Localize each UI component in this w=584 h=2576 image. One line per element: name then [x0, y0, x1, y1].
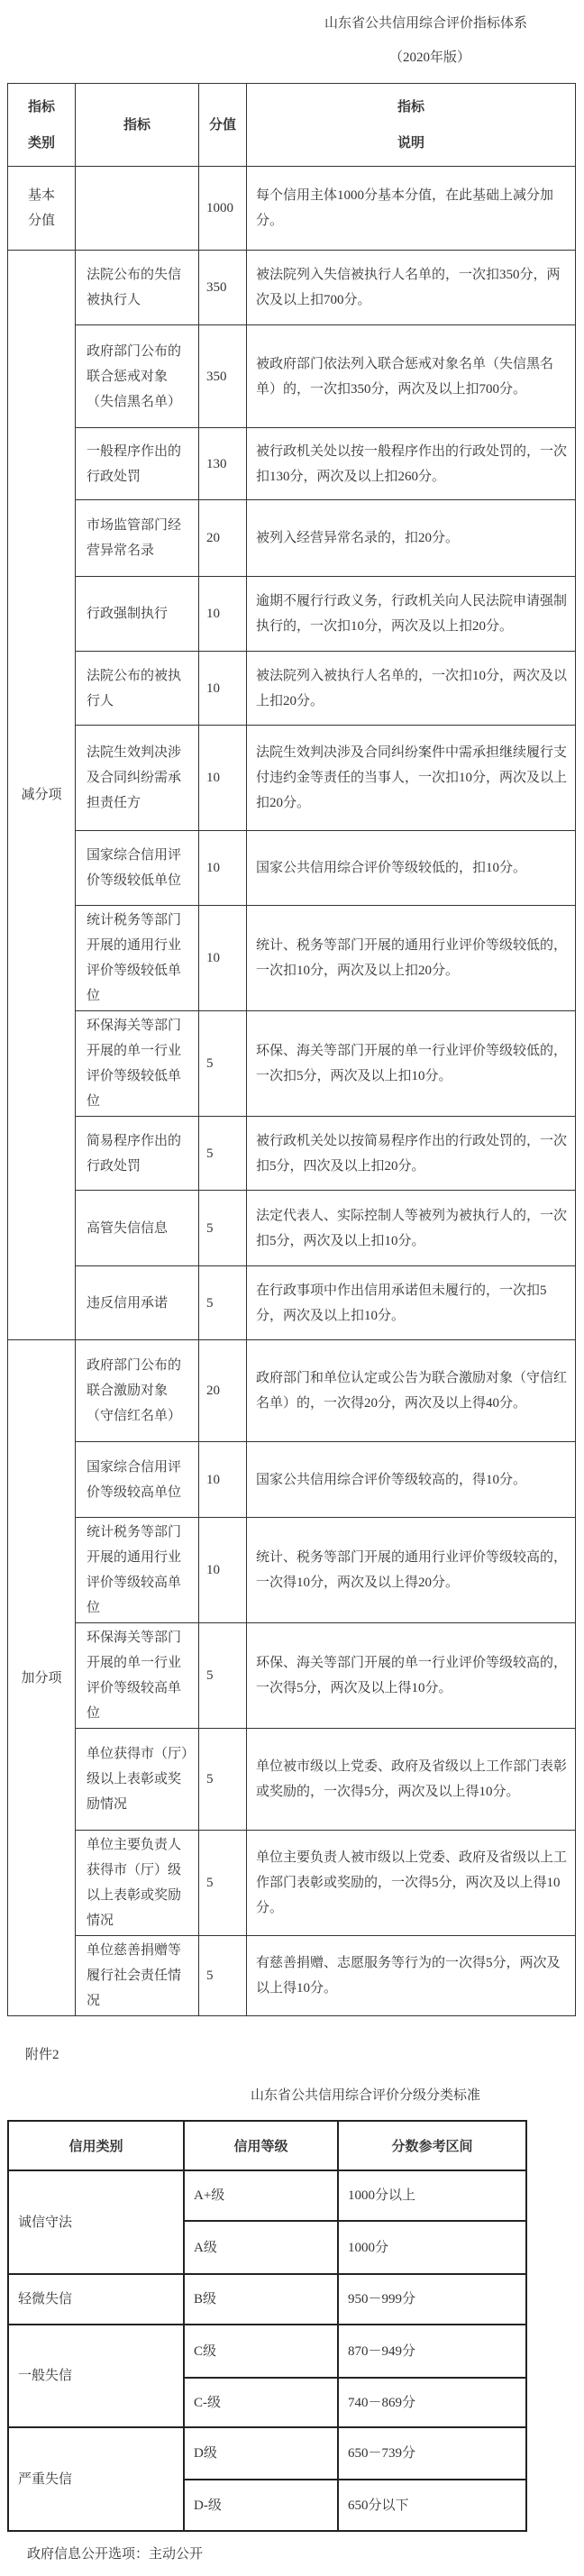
indicator-cell	[76, 167, 199, 251]
score-range-cell: 950－999分	[338, 2274, 526, 2325]
description-cell: 每个信用主体1000分基本分值，在此基础上减分加分。	[247, 167, 576, 251]
category-cell	[8, 167, 76, 251]
description-cell: 被列入经营异常名录的，扣20分。	[247, 500, 576, 577]
indicator-cell: 简易程序作出的行政处罚	[76, 1117, 199, 1191]
score-cell: 10	[199, 831, 247, 906]
col-header-credit-category: 信用类别	[8, 2121, 184, 2170]
col-header-description-text: 指标说明	[397, 99, 424, 151]
description-cell: 单位被市级以上党委、政府及省级以上工作部门表彰或奖励的，一次得5分，两次及以上得10分。	[247, 1729, 576, 1831]
description-cell: 国家公共信用综合评价等级较低的，扣10分。	[247, 831, 576, 906]
indicator-cell: 违反信用承诺	[76, 1266, 199, 1340]
score-range-cell: 1000分	[338, 2221, 526, 2274]
grade-table	[7, 2120, 527, 2532]
score-cell: 5	[199, 1936, 247, 2016]
score-cell: 10	[199, 652, 247, 726]
credit-grade-cell: B级	[184, 2274, 338, 2325]
score-range-cell: 650分以下	[338, 2480, 526, 2531]
col-header-score-range: 分数参考区间	[338, 2121, 526, 2170]
description-cell: 统计、税务等部门开展的通用行业评价等级较高的，一次得10分，两次及以上得20分。	[247, 1518, 576, 1623]
score-cell: 20	[199, 500, 247, 577]
score-cell: 350	[199, 251, 247, 325]
document-title: 山东省公共信用综合评价指标体系	[324, 16, 528, 31]
index-table-row	[8, 726, 576, 831]
score-cell: 350	[199, 325, 247, 428]
description-cell: 被行政机关处以按一般程序作出的行政处罚的，一次扣130分，两次及以上扣260分。	[247, 428, 576, 500]
indicator-cell: 单位慈善捐赠等履行社会责任情况	[76, 1936, 199, 2016]
grade-table-row	[8, 2170, 526, 2221]
index-table-row	[8, 251, 576, 325]
disclosure-note: 政府信息公开选项：主动公开	[27, 2547, 204, 2562]
score-cell: 20	[199, 1340, 247, 1442]
indicator-cell: 统计税务等部门开展的通用行业评价等级较高单位	[76, 1518, 199, 1623]
indicator-cell: 法院公布的被执行人	[76, 652, 199, 726]
description-cell: 政府部门和单位认定或公告为联合激励对象（守信红名单）的，一次得20分，两次及以上得40分。	[247, 1340, 576, 1442]
indicator-cell: 统计税务等部门开展的通用行业评价等级较低单位	[76, 906, 199, 1011]
indicator-cell: 一般程序作出的行政处罚	[76, 428, 199, 500]
description-cell: 被行政机关处以按简易程序作出的行政处罚的，一次扣5分，四次及以上扣20分。	[247, 1117, 576, 1191]
category-cell-text: 基本分值	[27, 188, 55, 228]
grade-table-header-row	[8, 2121, 526, 2170]
score-cell: 5	[199, 1729, 247, 1831]
score-cell: 1000	[199, 167, 247, 251]
index-table-row	[8, 500, 576, 577]
index-table-row	[8, 906, 576, 1011]
index-table-row	[8, 652, 576, 726]
col-header-description	[247, 84, 576, 167]
score-range-cell: 740－869分	[338, 2378, 526, 2427]
grade-table-title: 山东省公共信用综合评价分级分类标准	[251, 2088, 481, 2103]
indicator-cell: 国家综合信用评价等级较低单位	[76, 831, 199, 906]
indicator-cell: 政府部门公布的联合惩戒对象（失信黑名单）	[76, 325, 199, 428]
grade-table-row	[8, 2325, 526, 2378]
indicator-cell: 国家综合信用评价等级较高单位	[76, 1442, 199, 1518]
score-range-cell: 870－949分	[338, 2325, 526, 2378]
description-cell: 被法院列入失信被执行人名单的，一次扣350分，两次及以上扣700分。	[247, 251, 576, 325]
indicator-cell: 法院生效判决涉及合同纠纷需承担责任方	[76, 726, 199, 831]
category-cell: 减分项	[8, 251, 76, 1340]
grade-table-body	[8, 2121, 526, 2531]
score-cell: 5	[199, 1191, 247, 1266]
indicator-cell: 环保海关等部门开展的单一行业评价等级较高单位	[76, 1623, 199, 1729]
score-cell: 5	[199, 1011, 247, 1117]
grade-table-row	[8, 2274, 526, 2325]
description-cell: 单位主要负责人被市级以上党委、政府及省级以上工作部门表彰或奖励的，一次得5分，两次及以上得10分。	[247, 1831, 576, 1936]
score-cell: 130	[199, 428, 247, 500]
score-cell: 5	[199, 1117, 247, 1191]
index-table-row	[8, 1831, 576, 1936]
description-cell: 法院生效判决涉及合同纠纷案件中需承担继续履行支付违约金等责任的当事人，一次扣10分，两次及以上扣20分。	[247, 726, 576, 831]
index-table-row	[8, 1623, 576, 1729]
credit-category-cell: 轻微失信	[8, 2274, 184, 2325]
description-cell: 统计、税务等部门开展的通用行业评价等级较低的，一次扣10分，两次及以上扣20分。	[247, 906, 576, 1011]
score-cell: 10	[199, 1518, 247, 1623]
index-table-row	[8, 428, 576, 500]
col-header-credit-grade: 信用等级	[184, 2121, 338, 2170]
index-table-row	[8, 1729, 576, 1831]
score-range-cell: 1000分以上	[338, 2170, 526, 2221]
score-cell: 10	[199, 726, 247, 831]
score-cell: 10	[199, 1442, 247, 1518]
col-header-indicator: 指标	[76, 84, 199, 167]
indicator-cell: 单位获得市（厅）级以上表彰或奖励情况	[76, 1729, 199, 1831]
score-cell: 5	[199, 1623, 247, 1729]
credit-grade-cell: C-级	[184, 2378, 338, 2427]
score-cell: 5	[199, 1831, 247, 1936]
index-table	[7, 83, 576, 2016]
score-cell: 5	[199, 1266, 247, 1340]
indicator-cell: 政府部门公布的联合激励对象（守信红名单）	[76, 1340, 199, 1442]
col-header-category	[8, 84, 76, 167]
index-table-row	[8, 325, 576, 428]
col-header-score: 分值	[199, 84, 247, 167]
score-cell: 10	[199, 577, 247, 652]
document-subtitle: （2020年版）	[389, 50, 471, 65]
index-table-row	[8, 1340, 576, 1442]
credit-grade-cell: D-级	[184, 2480, 338, 2531]
index-table-row	[8, 577, 576, 652]
credit-category-cell: 一般失信	[8, 2325, 184, 2427]
indicator-cell: 行政强制执行	[76, 577, 199, 652]
description-cell: 有慈善捐赠、志愿服务等行为的一次得5分，两次及以上得10分。	[247, 1936, 576, 2016]
indicator-cell: 单位主要负责人获得市（厅）级以上表彰或奖励情况	[76, 1831, 199, 1936]
indicator-cell: 法院公布的失信被执行人	[76, 251, 199, 325]
credit-grade-cell: C级	[184, 2325, 338, 2378]
credit-category-cell: 严重失信	[8, 2427, 184, 2531]
credit-grade-cell: D级	[184, 2427, 338, 2480]
indicator-cell: 环保海关等部门开展的单一行业评价等级较低单位	[76, 1011, 199, 1117]
description-cell: 被法院列入被执行人名单的，一次扣10分，两次及以上扣20分。	[247, 652, 576, 726]
credit-category-cell: 诚信守法	[8, 2170, 184, 2274]
description-cell: 在行政事项中作出信用承诺但未履行的，一次扣5分，两次及以上扣10分。	[247, 1266, 576, 1340]
indicator-cell: 高管失信信息	[76, 1191, 199, 1266]
indicator-cell: 市场监管部门经营异常名录	[76, 500, 199, 577]
index-table-row	[8, 1011, 576, 1117]
index-table-row	[8, 1936, 576, 2016]
description-cell: 环保、海关等部门开展的单一行业评价等级较低的，一次扣5分，两次及以上扣10分。	[247, 1011, 576, 1117]
index-table-row	[8, 1191, 576, 1266]
description-cell: 国家公共信用综合评价等级较高的，得10分。	[247, 1442, 576, 1518]
index-table-body	[8, 84, 576, 2016]
col-header-category-text: 指标类别	[27, 99, 55, 151]
index-table-row	[8, 1518, 576, 1623]
index-table-row	[8, 1117, 576, 1191]
description-cell: 被政府部门依法列入联合惩戒对象名单（失信黑名单）的，一次扣350分，两次及以上扣700分。	[247, 325, 576, 428]
score-cell: 10	[199, 906, 247, 1011]
index-table-header-row	[8, 84, 576, 167]
index-table-row	[8, 1266, 576, 1340]
index-table-row	[8, 167, 576, 251]
index-table-row	[8, 831, 576, 906]
description-cell: 逾期不履行行政义务，行政机关向人民法院申请强制执行的，一次扣10分，两次及以上扣20分。	[247, 577, 576, 652]
score-range-cell: 650－739分	[338, 2427, 526, 2480]
description-cell: 法定代表人、实际控制人等被列为被执行人的，一次扣5分，两次及以上扣10分。	[247, 1191, 576, 1266]
attachment-label: 附件2	[25, 2048, 59, 2062]
index-table-row	[8, 1442, 576, 1518]
description-cell: 环保、海关等部门开展的单一行业评价等级较高的，一次得5分，两次及以上得10分。	[247, 1623, 576, 1729]
category-cell: 加分项	[8, 1340, 76, 2016]
credit-grade-cell: A级	[184, 2221, 338, 2274]
grade-table-row	[8, 2427, 526, 2480]
credit-grade-cell: A+级	[184, 2170, 338, 2221]
